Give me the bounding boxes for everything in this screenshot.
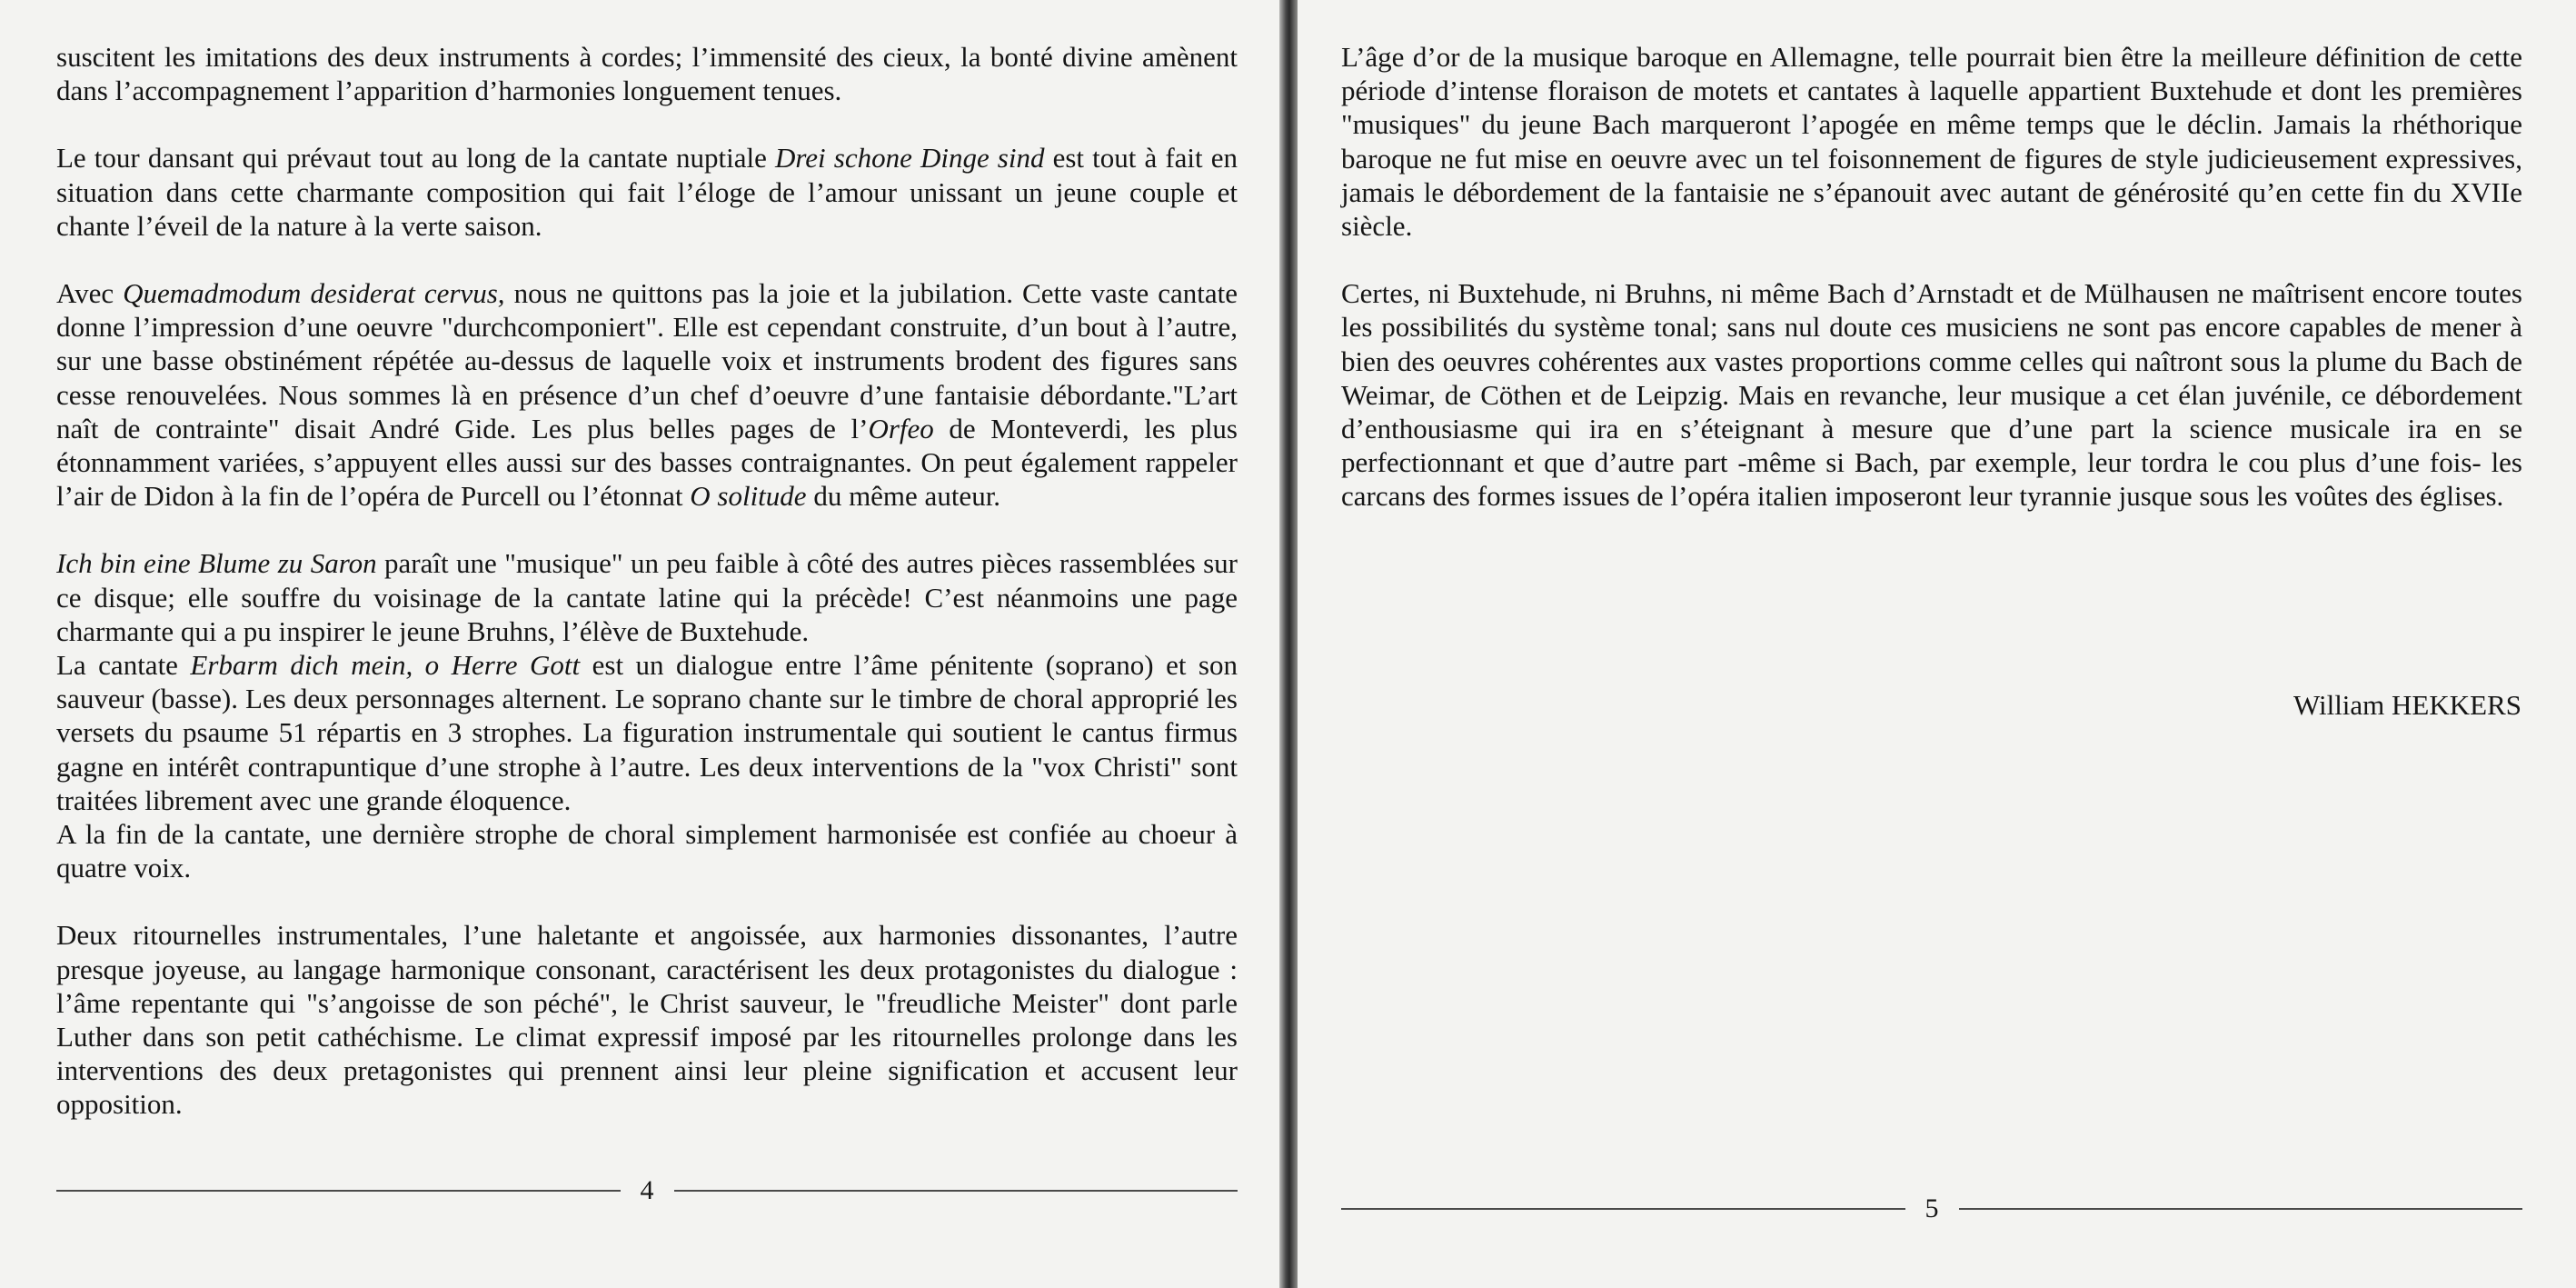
work-title: Quemadmodum desiderat cervus, xyxy=(123,277,505,310)
paragraph: Avec Quemadmodum desiderat cervus, nous ne quittons pas la joie et la jubilation. Cette vaste cantate donne l’impression d’une oeuvre "durchcomponiert". Elle est cependant construite, d’un bout à l’autre, sur une basse obstinément répétée au-dessus de laquelle voix et instruments brodent des figures sans cesse renouvelées. Nous sommes là en présence d’un chef d’oeuvre d’une fantaisie débordante."L’art naît de contrainte" disait André Gide. Les plus belles pages de l’Orfeo de Monteverdi, les plus étonnamment variées, s’appuyent elles aussi sur des basses contraignantes. On peut également rappeler l’air de Didon à la fin de l’opéra de Purcell ou l’étonnat O solitude du même auteur. xyxy=(56,277,1238,513)
paragraph: L’âge d’or de la musique baroque en Allemagne, telle pourrait bien être la meilleure définition de cette période d’intense floraison de motets et cantates à laquelle appartient Buxtehude et dont les premières "musiques" du jeune Bach marqueront l’apogée en même temps que le déclin. Jamais la rhéthorique baroque ne fut mise en oeuvre avec un tel foisonnement de figures de style judicieusement expressives, jamais le débordement de la fantaisie ne s’épanouit avec autant de générosité qu’en cette fin du XVIIe siècle. xyxy=(1341,41,2522,243)
paragraph: A la fin de la cantate, une dernière strophe de choral simplement harmonisée est confiée au choeur à quatre voix. xyxy=(56,818,1238,884)
paragraph: Certes, ni Buxtehude, ni Bruhns, ni même Bach d’Arnstadt et de Mülhausen ne maîtrisent encore toutes les possibilités du système tonal; sans nul doute ces musiciens ne sont pas encore capables de mener à bien des oeuvres cohérentes aux vastes proportions comme celles qui naîtront sous la plume du Bach de Weimar, de Cöthen et de Leipzig. Mais en revanche, leur musique a cet élan juvénile, ce débordement d’enthousiasme qui ira en s’éteignant à mesure que d’une part la science musicale ira en se perfectionnant et que d’autre part -même si Bach, par exemple, leur tordra le cou plus d’une fois- les carcans des formes issues de l’opéra italien imposeront leur tyrannie jusque sous les voûtes des églises. xyxy=(1341,277,2522,513)
paragraph: Le tour dansant qui prévaut tout au long de la cantate nuptiale Drei schone Dinge sind est tout à fait en situation dans cette charmante composition qui fait l’éloge de l’amour unissant un jeune couple et chante l’éveil de la nature à la verte saison. xyxy=(56,142,1238,242)
footer-rule xyxy=(674,1190,1238,1192)
page-footer xyxy=(56,1177,1238,1204)
left-page xyxy=(0,0,1279,1288)
paragraph: Ich bin eine Blume zu Saron paraît une "musique" un peu faible à côté des autres pièces rassemblées sur ce disque; elle souffre du voisinage de la cantate latine qui la précède! C’est néanmoins une page charmante qui a pu inspirer le jeune Bruhns, l’élève de Buxtehude. xyxy=(56,547,1238,647)
page-number: 5 xyxy=(1925,1193,1939,1223)
paragraph: suscitent les imitations des deux instruments à cordes; l’immensité des cieux, la bonté divine amènent dans l’accompagnement l’apparition d’harmonies longuement tenues. xyxy=(56,41,1238,107)
paragraph: La cantate Erbarm dich mein, o Herre Gott est un dialogue entre l’âme pénitente (soprano) et son sauveur (basse). Les deux personnages alternent. Le soprano chante sur le timbre de choral approprié les versets du psaume 51 répartis en 3 strophes. La figuration instrumentale qui soutient le cantus firmus gagne en intérêt contrapuntique d’une strophe à l’autre. Les deux interventions de la "vox Christi" sont traitées librement avec une grande éloquence. xyxy=(56,649,1238,816)
work-title: Ich bin eine Blume zu Saron xyxy=(56,547,377,580)
footer-rule xyxy=(56,1190,621,1192)
right-page xyxy=(1298,0,2576,1288)
work-title: Orfeo xyxy=(868,412,934,444)
footer-rule xyxy=(1341,1208,1905,1210)
left-page-text xyxy=(56,40,1238,1155)
page-footer xyxy=(1341,1195,2522,1223)
work-title: Drei schone Dinge sind xyxy=(774,142,1045,175)
work-title: O solitude xyxy=(690,480,807,513)
paragraph: Deux ritournelles instrumentales, l’une haletante et angoissée, aux harmonies dissonantes, l’autre presque joyeuse, au langage harmonique consonant, caractérisent les deux protagonistes du dialogue : l’âme repentante qui "s’angoisse de son péché", le Christ sauveur, le "freudliche Meister" dont parle Luther dans son petit cathéchisme. Le climat expressif imposé par les ritournelles prolonge dans les interventions des deux pretagonistes qui prennent ainsi leur pleine signification et accusent leur opposition. xyxy=(56,919,1238,1121)
book-spine xyxy=(1279,0,1298,1288)
work-title: Erbarm dich mein, o Herre Gott xyxy=(190,649,581,682)
page-number: 4 xyxy=(640,1175,654,1205)
author-signature: William HEKKERS xyxy=(2293,689,2521,721)
footer-rule xyxy=(1959,1208,2523,1210)
right-page-text xyxy=(1341,40,2522,547)
